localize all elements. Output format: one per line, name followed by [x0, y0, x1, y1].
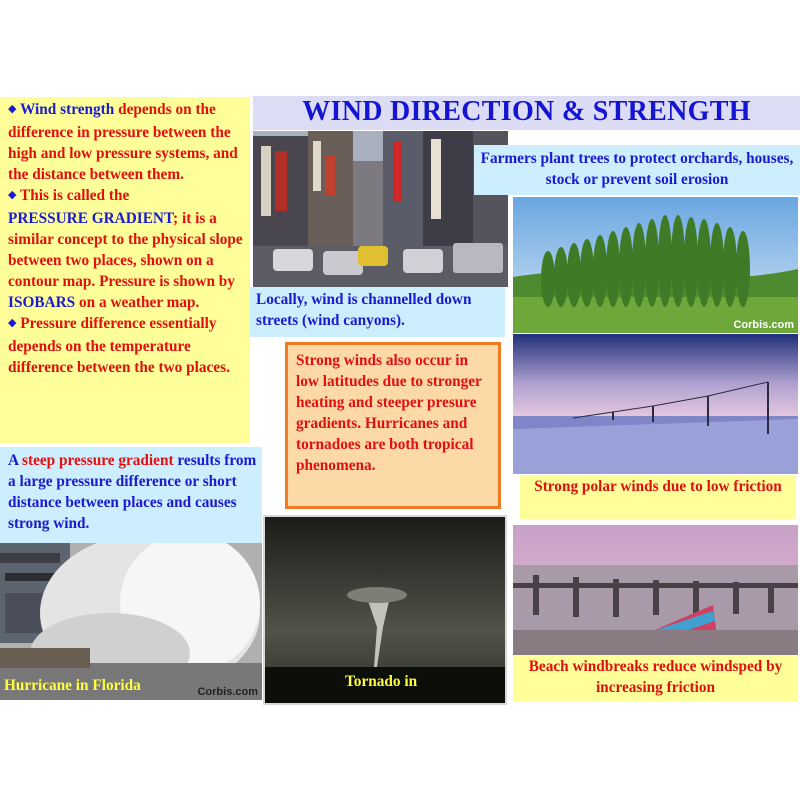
polar-photo	[513, 334, 798, 474]
farmers-caption: Farmers plant trees to protect orchards, houses, stock or prevent soil erosion	[474, 145, 800, 195]
isobars-term: ISOBARS	[8, 294, 76, 311]
paragraph-1-text: depends on the difference in pressure between the high and low pressure systems, and the distance between them.	[8, 101, 238, 183]
tropical-winds-box: Strong winds also occur in low latitudes due to stronger heating and steeper presure gradients. Hurricanes and tornadoes are both tropical phenomena.	[285, 342, 501, 509]
paragraph-2-end: on a weather map.	[75, 294, 200, 311]
hurricane-caption: Hurricane in Florida	[4, 677, 141, 694]
paragraph-2-text: ; it is a similar concept to the physical slope between two places, shown on a contour map. Pressure is shown by	[8, 210, 243, 290]
paragraph-3-text: Pressure difference essentially depends on the temperature difference between the two places.	[8, 315, 230, 376]
gradient-text-c: results from a large pressure difference or short distance between places and causes strong wind.	[8, 452, 257, 532]
beach-photo	[513, 525, 798, 655]
wind-strength-term: Wind strength	[20, 101, 115, 118]
steep-pressure-gradient-term: steep pressure gradient	[22, 452, 174, 469]
street-photo	[253, 131, 508, 287]
bullet-diamond-icon: ◆	[8, 317, 17, 329]
bullet-diamond-icon: ◆	[8, 189, 17, 201]
steep-gradient-box	[0, 447, 262, 543]
trees-photo-credit: Corbis.com	[733, 319, 794, 331]
beach-caption: Beach windbreaks reduce windsped by increasing friction	[513, 655, 798, 701]
pressure-gradient-term: PRESSURE GRADIENT	[8, 210, 174, 227]
paragraph-2-intro: This is called the	[20, 187, 130, 204]
hurricane-photo-credit: Corbis.com	[197, 686, 258, 698]
windbreak-trees-photo	[513, 197, 798, 333]
left-text-panel	[0, 97, 250, 443]
street-caption: Locally, wind is channelled down streets (wind canyons).	[250, 287, 505, 337]
page-title: WIND DIRECTION & STRENGTH	[253, 96, 800, 130]
tornado-caption: Tornado in	[345, 673, 418, 690]
bullet-diamond-icon: ◆	[8, 103, 17, 115]
gradient-text-a: A	[8, 452, 23, 469]
polar-caption: Strong polar winds due to low friction	[520, 475, 796, 519]
